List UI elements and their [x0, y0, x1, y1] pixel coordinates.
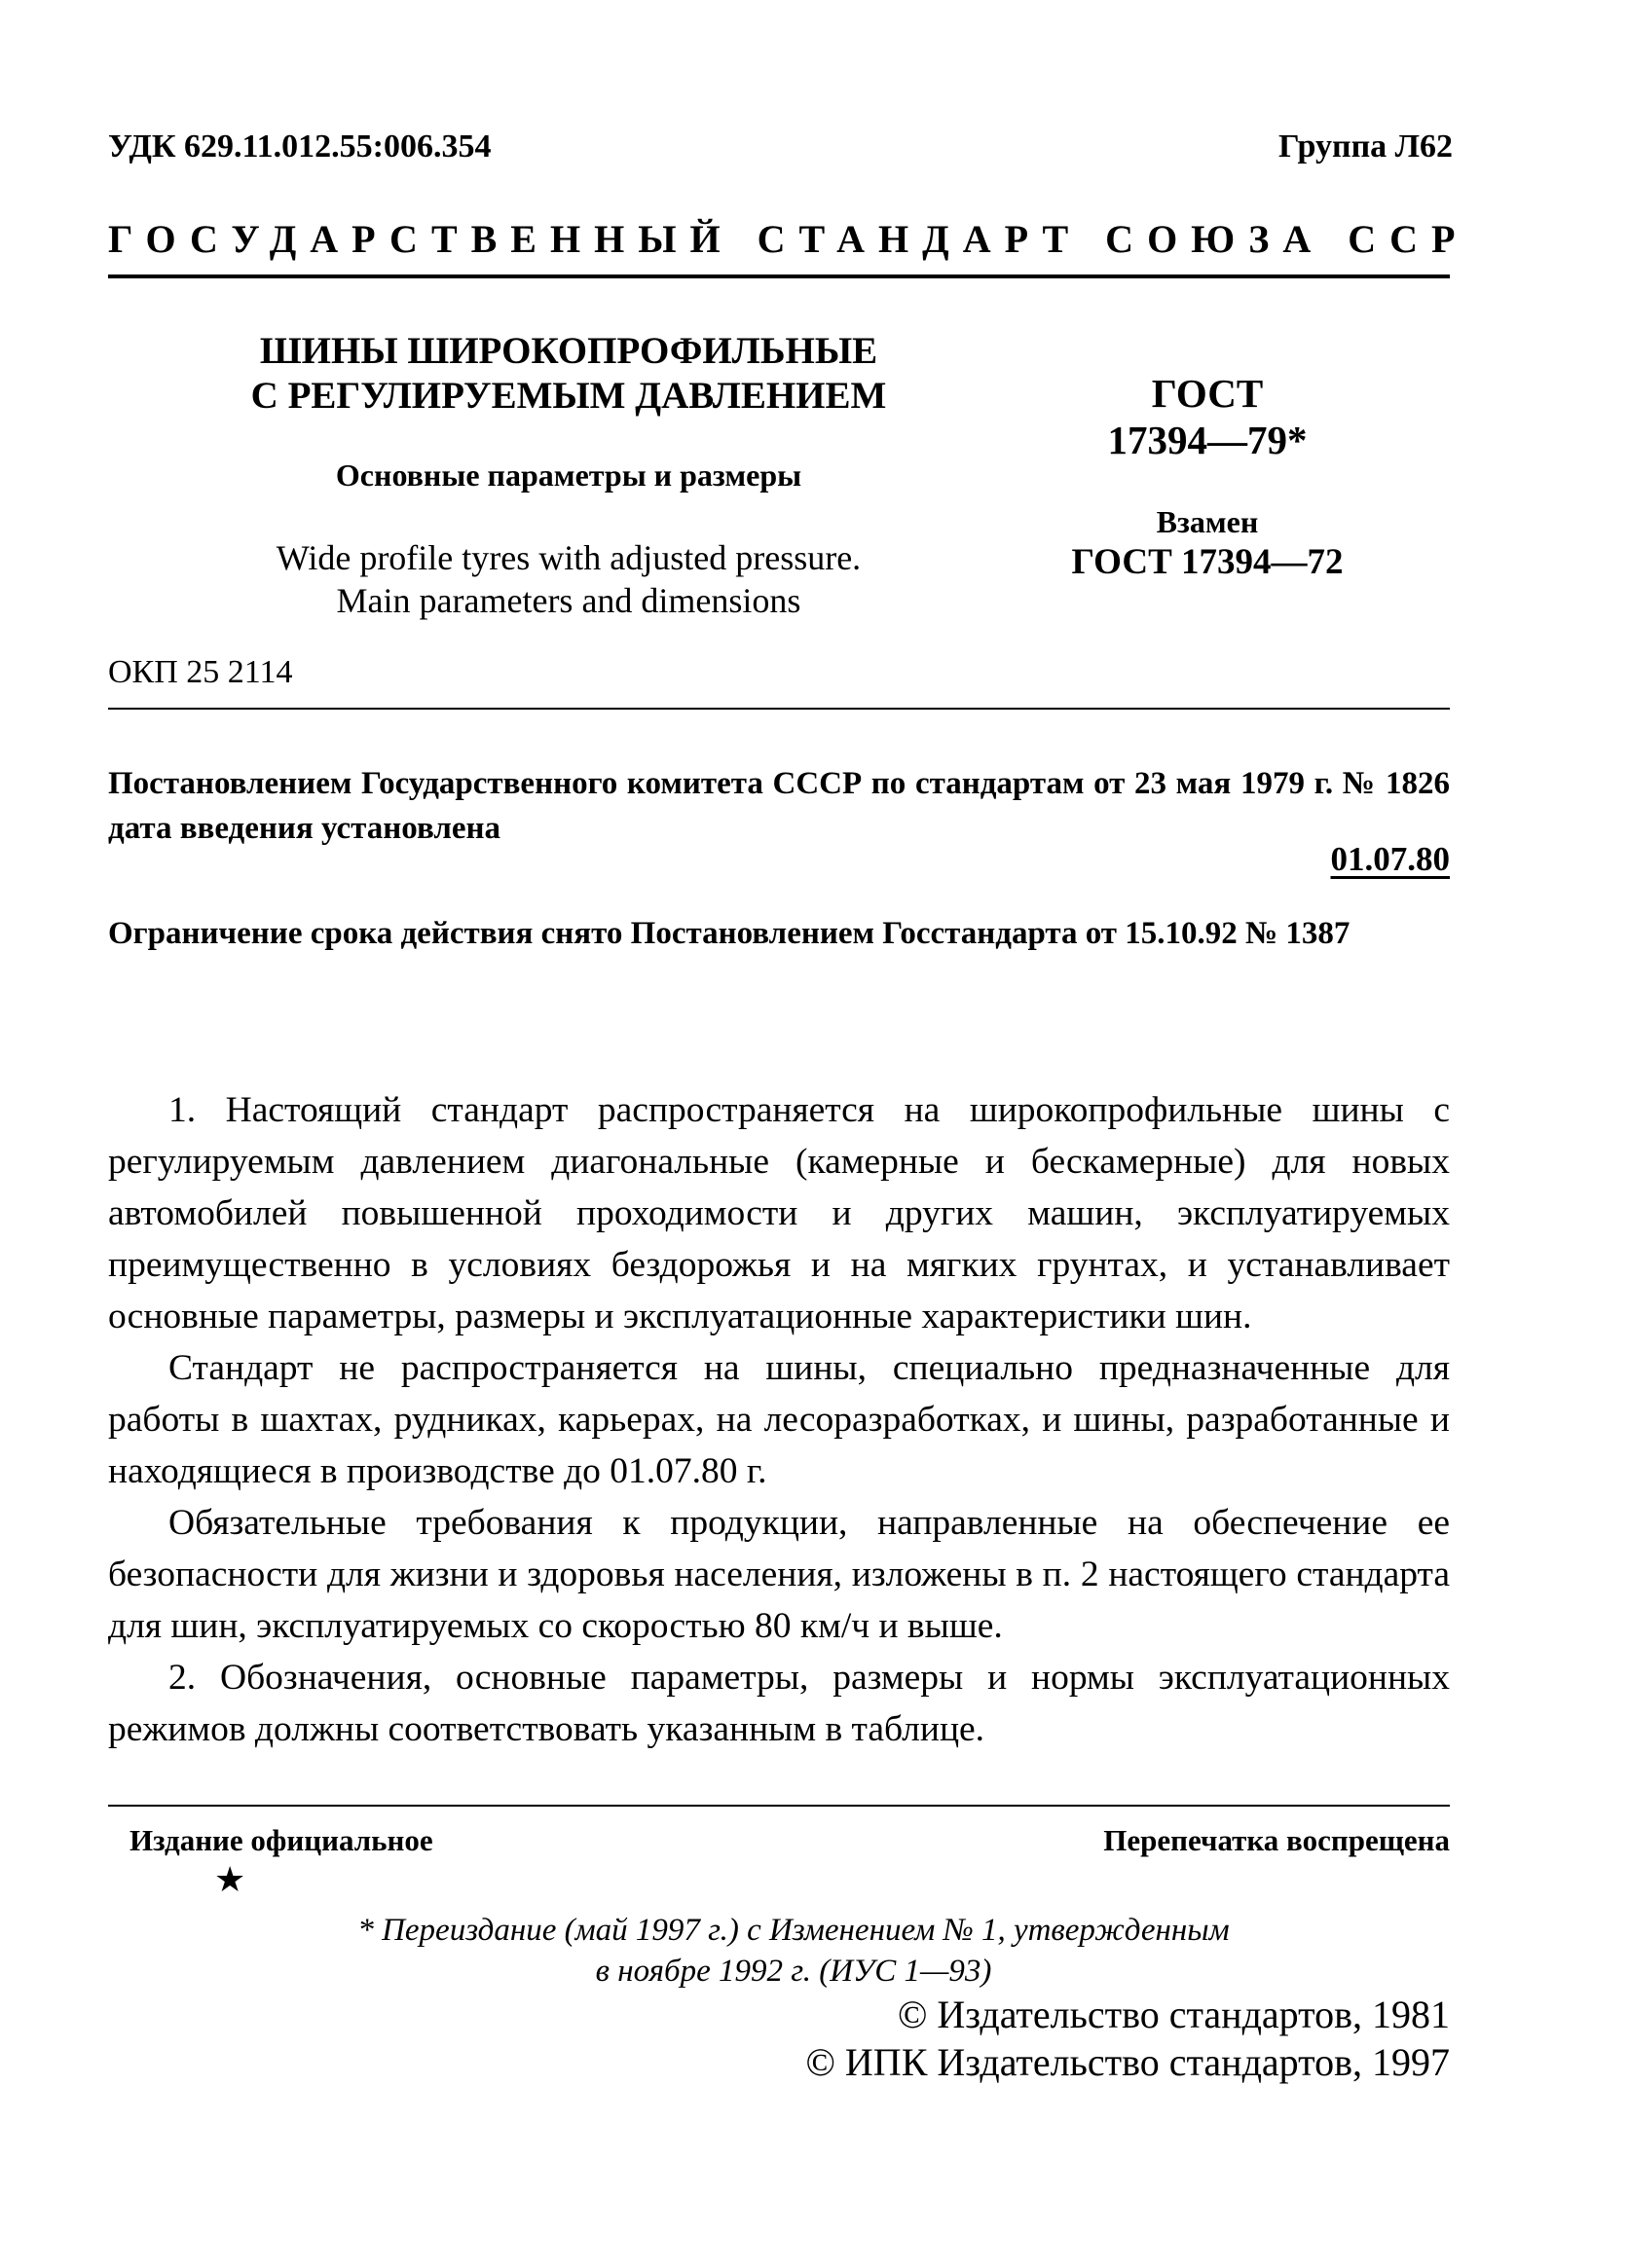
group-code: Группа Л62: [1278, 128, 1453, 165]
title-en-line-2: Main parameters and dimensions: [336, 581, 801, 620]
limitation-text: Ограничение срока действия снято Постановлением Госстандарта от 15.10.92 № 1387: [108, 916, 1350, 951]
gost-number: 17394—79*: [1107, 418, 1308, 462]
introduction-date: 01.07.80: [1330, 840, 1450, 878]
title-block: [208, 329, 929, 622]
reissue-line-2: в ноябре 1992 г. (ИУС 1—93): [595, 1954, 992, 1989]
resolution-text: Постановлением Государственного комитета СССР по стандартам от 23 мая 1979 г. № 1826 дата введения установлена: [108, 766, 1450, 846]
gost-block: [1032, 370, 1383, 584]
paragraph-3: Обязательные требования к продукции, направленные на обеспечение ее безопасности для жизни и здоровья населения, изложены в п. 2 настоящего стандарта для шин, эксплуатируемых со скоростью 80 км/ч и выше.: [108, 1503, 1450, 1646]
title-line-1: ШИНЫ ШИРОКОПРОФИЛЬНЫЕ: [259, 330, 878, 372]
paragraph-2: Стандарт не распространяется на шины, специально предназначенные для работы в шахтах, рудниках, карьерах, на лесоразработках, и шины, разработанные и находящиеся в производстве до 01.07.80 г.: [108, 1348, 1450, 1491]
body-text: [108, 1084, 1450, 1755]
gost-label: ГОСТ: [1151, 371, 1264, 416]
okp-rule: [108, 708, 1450, 710]
replaces-number: ГОСТ 17394—72: [1071, 542, 1344, 582]
copyright-2: © ИПК Издательство стандартов, 1997: [805, 2040, 1450, 2084]
paragraph-4: 2. Обозначения, основные параметры, размеры и нормы эксплуатационных режимов должны соответствовать указанным в таблице.: [108, 1658, 1450, 1749]
okp-code: ОКП 25 2114: [108, 654, 293, 690]
header-rule: [108, 274, 1450, 278]
copyright-1: © Издательство стандартов, 1981: [897, 1993, 1450, 2036]
star-icon: ★: [214, 1860, 246, 1899]
title-line-2: С РЕГУЛИРУЕМЫМ ДАВЛЕНИЕМ: [250, 375, 887, 417]
replaces-label: Взамен: [1156, 504, 1259, 539]
reissue-note: [243, 1910, 1344, 1992]
subtitle-ru: Основные параметры и размеры: [335, 457, 802, 493]
title-en-line-1: Wide profile tyres with adjusted pressure.: [276, 538, 862, 577]
udk-code: УДК 629.11.012.55:006.354: [108, 128, 492, 165]
paragraph-1: 1. Настоящий стандарт распространяется на широкопрофильные шины с регулируемым давлением диагональные (камерные и бескамерные) для новых автомобилей повышенной проходимости и других машин, эксплуатируемых преимущественно в условиях бездорожья и на мягких грунтах, и устанавливает основные параметры, размеры и эксплуатационные характеристики шин.: [108, 1090, 1450, 1336]
reissue-line-1: * Переиздание (май 1997 г.) с Изменением № 1, утвержденным: [357, 1913, 1230, 1948]
reprint-ban-label: Перепечатка воспрещена: [1103, 1823, 1450, 1857]
official-edition-label: Издание официальное: [130, 1823, 433, 1857]
state-standard-heading: ГОСУДАРСТВЕННЫЙ СТАНДАРТ СОЮЗА ССР: [108, 217, 1469, 261]
footer-rule: [108, 1805, 1450, 1807]
